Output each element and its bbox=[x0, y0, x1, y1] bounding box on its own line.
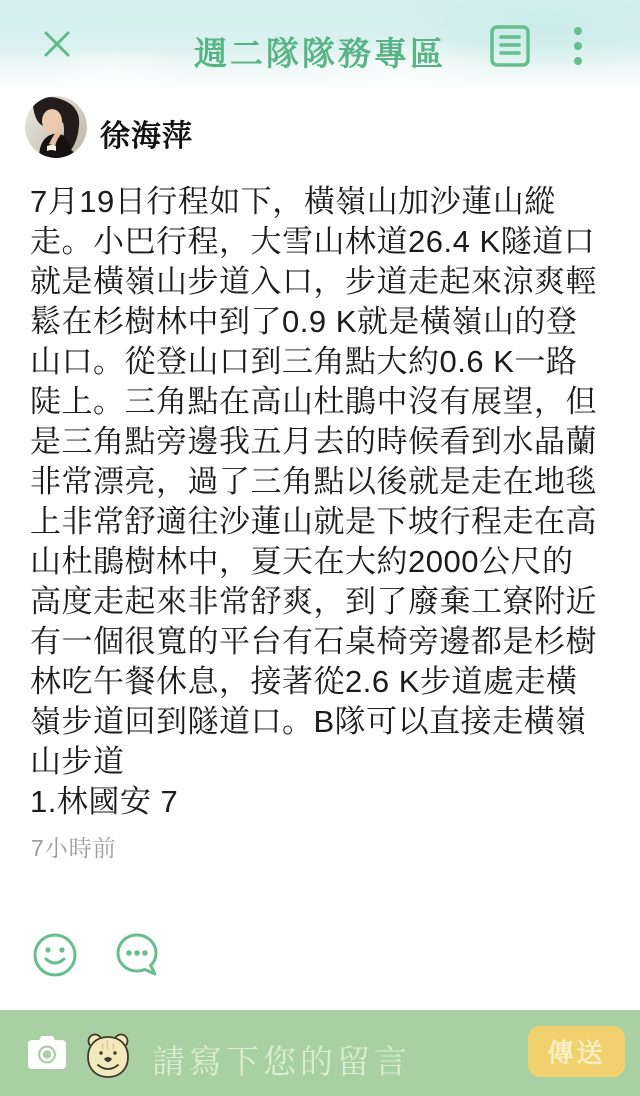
timestamp: 7小時前 bbox=[31, 835, 117, 861]
notes-list-icon[interactable] bbox=[488, 25, 532, 67]
like-smiley-icon[interactable] bbox=[32, 931, 79, 979]
page-title: 週二隊隊務專區 bbox=[194, 35, 446, 72]
post-body: 7月19日行程如下，橫嶺山加沙蓮山縱 走。小巴行程，大雪山林道26.4 K隧道口 就是橫嶺山步道入口，步道走起來涼爽輕 鬆在杉樹林中到了0.9 K就是橫嶺山的登 山口。從登山口到三角點大約0.6 K一路 陡上。三角點在高山杜鵑中沒有展望，但 是三角點旁邊我五月去的時候看到水晶蘭 非常漂亮，過了三角點以後就是走在地毯 上非常舒適往沙蓮山就是下坡行程走在高 山杜鵑樹林中，夏天在大約2000公尺的 高度走起來非常舒爽，到了廢棄工寮附近 有一個很寬的平台有石桌椅旁邊都是杉樹 林吃午餐休息，接著從2.6 K步道處走橫 嶺步道回到隧道口。B隊可以直接走橫嶺 山步道 1.林國安 7 bbox=[30, 184, 597, 819]
more-menu-icon[interactable] bbox=[566, 25, 590, 67]
author-name: 徐海萍 bbox=[100, 120, 193, 153]
camera-icon[interactable] bbox=[27, 1036, 67, 1070]
send-button[interactable]: 傳送 bbox=[528, 1026, 625, 1077]
sticker-pooh-icon[interactable] bbox=[86, 1032, 130, 1079]
comment-icon[interactable] bbox=[114, 931, 162, 979]
note-header bbox=[0, 0, 640, 96]
comment-input[interactable]: 請寫下您的留言 bbox=[152, 1043, 411, 1080]
avatar[interactable] bbox=[25, 96, 87, 158]
